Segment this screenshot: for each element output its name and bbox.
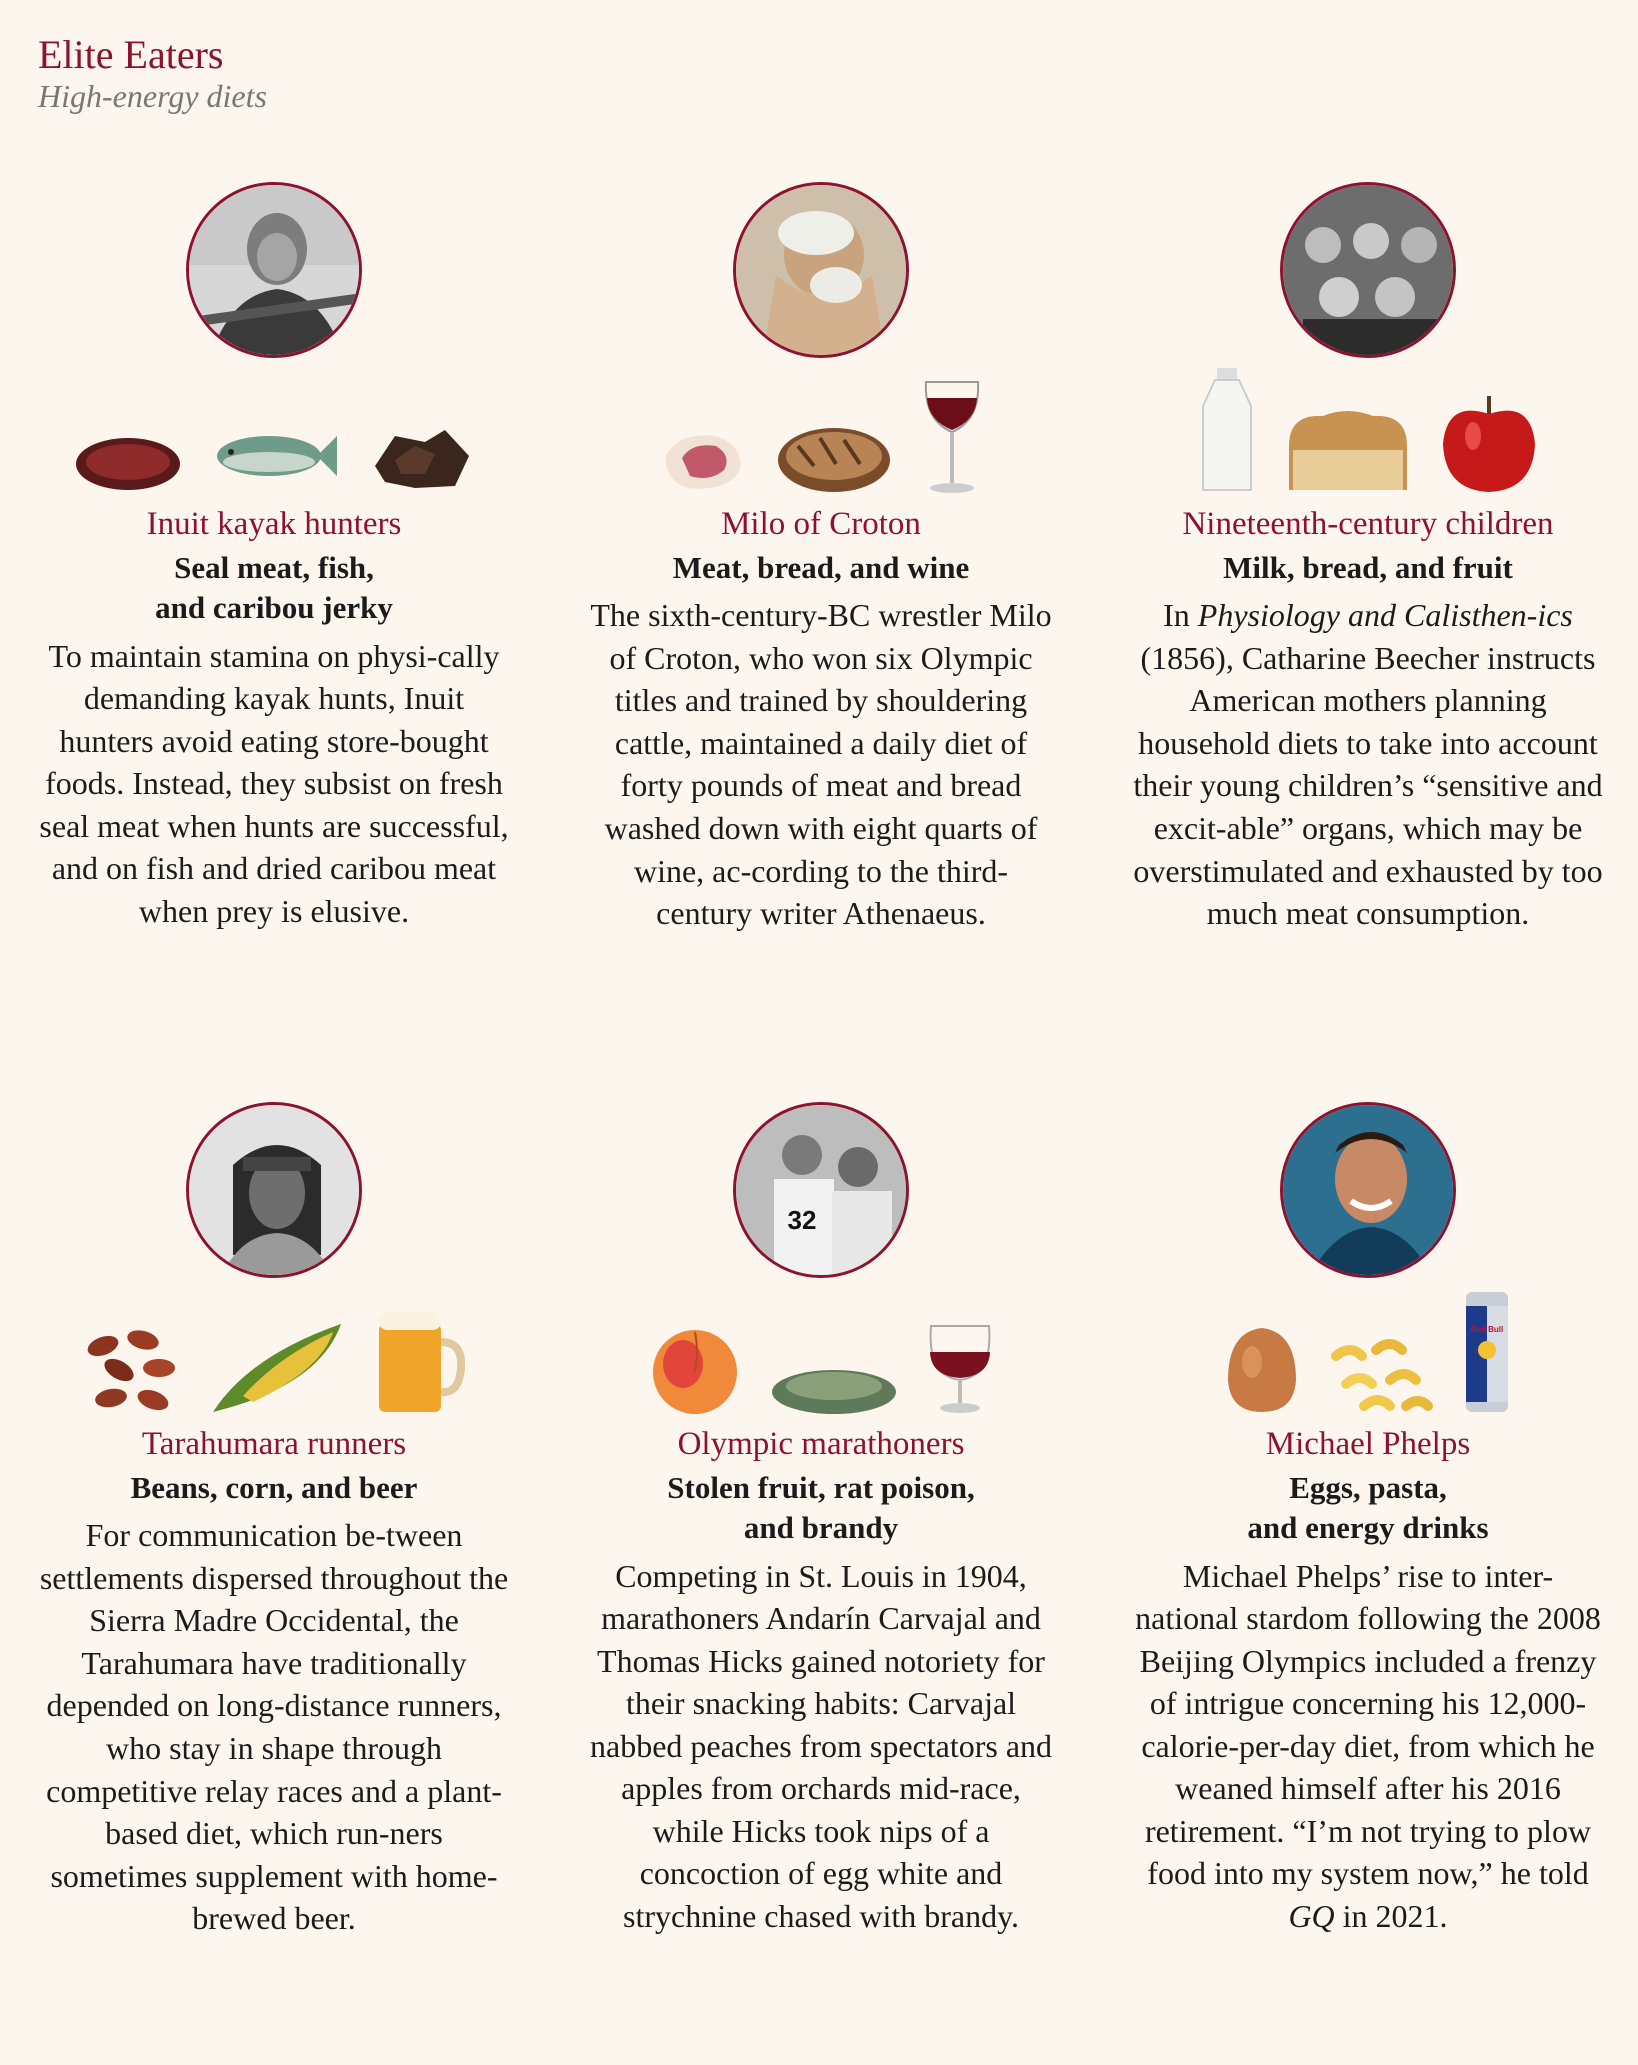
apple-icon xyxy=(1439,392,1539,496)
panel-text: Competing in St. Louis in 1904, marathoners Andarín Carvajal and Thomas Hicks gained notoriety for their snacking habits: Carvajal nabbed peaches from spectators and apples from orchards mid-race, while Hicks took nips of a concoction of egg white and strychnine chased with brandy. xyxy=(589,1557,1053,1934)
foods-inuit xyxy=(39,376,509,496)
panel-diet: Stolen fruit, rat poison, and brandy xyxy=(667,1469,975,1546)
panel-text xyxy=(1133,1555,1603,1938)
panel-text-pre: In xyxy=(1163,597,1198,634)
panel-milo xyxy=(586,182,1056,935)
caribou-jerky-icon xyxy=(365,416,475,496)
foods-phelps xyxy=(1133,1296,1603,1416)
panel-inuit xyxy=(39,182,509,932)
rat-poison-icon xyxy=(769,1356,899,1416)
panel-title: Olympic marathoners xyxy=(677,1426,965,1462)
seal-meat-icon xyxy=(73,426,183,496)
bib-number: 32 xyxy=(787,1205,817,1235)
panel-text-post: (1856), Catharine Beecher instructs American mothers planning household diets to take into account their young children’s “sensitive and excit-able” organs, which may be overstimulated and exhausted by too much meat consumption. xyxy=(1133,639,1603,932)
bread-icon xyxy=(774,416,894,496)
portrait-marathoners xyxy=(733,1102,909,1278)
beans-icon xyxy=(83,1326,183,1416)
peach-icon xyxy=(647,1324,743,1416)
panel-title: Michael Phelps xyxy=(1265,1426,1471,1462)
foods-tarahumara xyxy=(39,1296,509,1416)
panel-diet: Eggs, pasta, and energy drinks xyxy=(1247,1469,1489,1546)
wine-glass-icon xyxy=(920,376,984,496)
portrait-michael-phelps xyxy=(1280,1102,1456,1278)
panel-text xyxy=(1133,594,1603,934)
panel-title: Inuit kayak hunters xyxy=(146,506,402,542)
panel-marathoners xyxy=(586,1102,1056,1937)
beer-mug-icon xyxy=(375,1306,465,1416)
portrait-tarahumara-runner xyxy=(186,1102,362,1278)
panel-diet: Seal meat, fish, and caribou jerky xyxy=(155,549,393,626)
portrait-milo-of-croton xyxy=(733,182,909,358)
panel-diet: Meat, bread, and wine xyxy=(672,549,970,585)
foods-children xyxy=(1133,376,1603,496)
foods-marathoners xyxy=(586,1296,1056,1416)
panel-title: Tarahumara runners xyxy=(141,1426,407,1462)
panel-text-pre: Michael Phelps’ rise to inter-national stardom following the 2008 Beijing Olympics included a frenzy of intrigue concerning his 12,000-calorie-per-day diet, from which he weaned himself after his 2016 retirement. “I’m not trying to plow food into my system now,” he told xyxy=(1135,1557,1601,1892)
panel-text: To maintain stamina on physi-cally demanding kayak hunts, Inuit hunters avoid eating store-bought foods. Instead, they subsist on fresh seal meat when hunts are successful, and on fish and dried caribou meat when prey is elusive. xyxy=(39,637,509,929)
panel-text: The sixth-century-BC wrestler Milo of Croton, who won six Olympic titles and trained by shouldering cattle, maintained a daily diet of forty pounds of meat and bread washed down with eight quarts of wine, ac-cording to the third-century writer Athenaeus. xyxy=(590,597,1052,932)
foods-milo xyxy=(586,376,1056,496)
fish-icon xyxy=(209,416,339,496)
corn-icon xyxy=(209,1316,349,1416)
panel-children xyxy=(1133,182,1603,935)
panel-phelps xyxy=(1133,1102,1603,1937)
panel-text-post: in 2021. xyxy=(1334,1897,1448,1934)
milk-bottle-icon xyxy=(1197,366,1257,496)
portrait-inuit-hunter xyxy=(186,182,362,358)
panel-title: Nineteenth-century children xyxy=(1182,506,1554,542)
panel-diet: Milk, bread, and fruit xyxy=(1223,549,1513,585)
energy-drink-can-icon xyxy=(1462,1286,1512,1416)
can-label: Red Bull xyxy=(1470,1325,1504,1334)
page-subtitle: High-energy diets xyxy=(38,78,267,114)
panel-diet: Beans, corn, and beer xyxy=(130,1469,418,1505)
meat-icon xyxy=(658,426,748,496)
page-title: Elite Eaters xyxy=(38,32,224,77)
bread-loaf-icon xyxy=(1283,406,1413,496)
brandy-glass-icon xyxy=(925,1306,995,1416)
panel-text: For communication be-tween settlements dispersed throughout the Sierra Madre Occidental, the Tarahumara have traditionally depended on long-distance runners, who stay in shape through competitive relay races and a plant-based diet, which run-ners sometimes supplement with home-brewed beer. xyxy=(39,1517,509,1937)
panel-tarahumara xyxy=(39,1102,509,1940)
pasta-icon xyxy=(1326,1336,1436,1416)
magazine-title: GQ xyxy=(1288,1897,1335,1934)
portrait-children xyxy=(1280,182,1456,358)
book-title: Physiology and Calisthen-ics xyxy=(1197,597,1573,634)
egg-icon xyxy=(1224,1324,1300,1416)
panel-title: Milo of Croton xyxy=(721,506,921,542)
